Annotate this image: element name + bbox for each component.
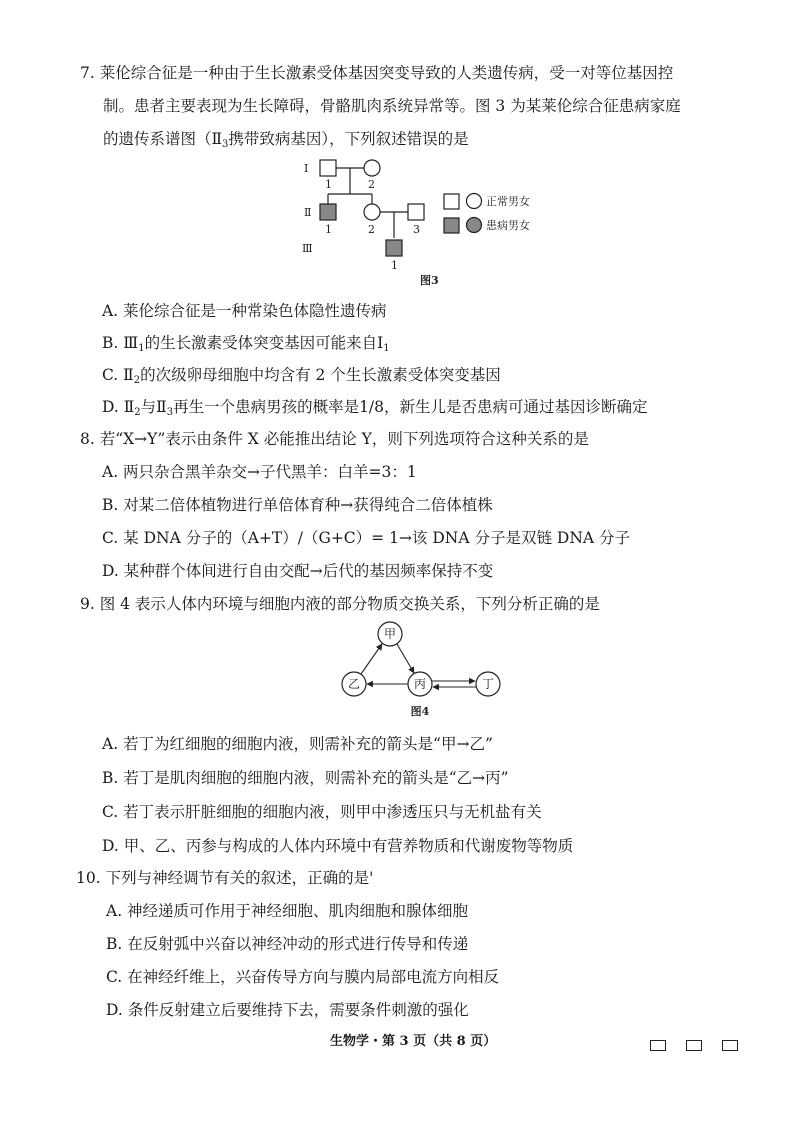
legend-affected-male-icon — [444, 218, 459, 233]
footer-box-1 — [650, 1040, 666, 1051]
II3-number: 3 — [413, 223, 420, 236]
q7-option-d-a: D. Ⅱ — [102, 398, 135, 416]
q10-option-c: C. 在神经纤维上，兴奋传导方向与膜内局部电流方向相反 — [106, 968, 500, 986]
pedigree-II3-male-normal — [408, 204, 424, 220]
q8-stem: 8. 若“X→Y”表示由条件 X 必能推出结论 Y，则下列选项符合这种关系的是 — [80, 430, 589, 448]
q7-option-b-sub1: 1 — [138, 343, 145, 354]
arrow-jia-to-bing — [397, 644, 414, 673]
pedigree-II2-female-normal — [364, 204, 380, 220]
q9-option-b: B. 若丁是肌肉细胞的细胞内液，则需补充的箭头是“乙→丙” — [102, 769, 509, 787]
legend-normal-male-icon — [444, 194, 459, 209]
q7-option-d-sub1: 2 — [134, 407, 141, 418]
pedigree-I1-male-normal — [320, 160, 336, 176]
q9-option-a: A. 若丁为红细胞的细胞内液，则需补充的箭头是“甲→乙” — [102, 735, 493, 753]
page-footer: 生物学・第 3 页（共 8 页） — [330, 1034, 497, 1049]
legend-normal-label: 正常男女 — [486, 195, 530, 208]
node-jia-label: 甲 — [383, 627, 397, 641]
q7-stem-line3-sub: 3 — [222, 139, 229, 150]
q7-option-b-a: B. Ⅲ — [102, 334, 139, 352]
gen-I-label: Ⅰ — [304, 162, 309, 175]
q7-option-b — [102, 332, 390, 360]
footer-box-2 — [686, 1040, 702, 1051]
node-yi-label: 乙 — [347, 677, 361, 691]
q7-option-a: A. 莱伦综合征是一种常染色体隐性遗传病 — [102, 302, 387, 320]
pedigree-figure — [300, 152, 600, 288]
q7-stem-line3-a: 的遗传系谱图（Ⅱ — [103, 130, 223, 148]
q10-option-b: B. 在反射弧中兴奋以神经冲动的形式进行传导和传递 — [106, 935, 469, 953]
q9-option-c: C. 若丁表示肝脏细胞的细胞内液，则甲中渗透压只与无机盐有关 — [102, 803, 542, 821]
q7-option-d-c: 再生一个患病男孩的概率是1/8，新生儿是否患病可通过基因诊断确定 — [173, 398, 648, 416]
q10-option-d: D. 条件反射建立后要维持下去，需要条件刺激的强化 — [106, 1001, 469, 1019]
q7-option-d-sub2: 3 — [166, 407, 174, 418]
body-fluid-diagram — [330, 618, 520, 722]
gen-II-label: Ⅱ — [304, 206, 312, 219]
pedigree-II1-male-affected — [320, 204, 336, 220]
q7-option-b-b: 的生长激素受体突变基因可能来自Ⅰ — [144, 334, 384, 352]
q8-option-d: D. 某种群个体间进行自由交配→后代的基因频率保持不变 — [102, 562, 494, 580]
figure4-caption: 图4 — [410, 705, 430, 718]
q10-stem: 10. 下列与神经调节有关的叙述，正确的是' — [76, 869, 374, 887]
q8-option-c: C. 某 DNA 分子的（A+T）/（G+C）= 1→该 DNA 分子是双链 DNA 分子 — [102, 529, 631, 547]
q8-option-b: B. 对某二倍体植物进行单倍体育种→获得纯合二倍体植株 — [102, 496, 493, 514]
q7-stem-line2: 制。患者主要表现为生长障碍，骨骼肌肉系统异常等。图 3 为某莱伦综合征患病家庭 — [103, 97, 681, 115]
legend-affected-label: 患病男女 — [486, 219, 530, 232]
q9-stem: 9. 图 4 表示人体内环境与细胞内液的部分物质交换关系，下列分析正确的是 — [80, 595, 600, 613]
node-bing-label: 丙 — [413, 677, 427, 691]
I1-number: 1 — [325, 178, 332, 191]
gen-III-label: Ⅲ — [302, 242, 313, 255]
q7-option-c-b: 的次级卵母细胞中均含有 2 个生长激素受体突变基因 — [140, 366, 501, 384]
arrow-yi-to-jia — [361, 644, 382, 674]
footer-box-3 — [722, 1040, 738, 1051]
q7-option-d — [102, 396, 648, 424]
III1-number: 1 — [391, 259, 398, 272]
pedigree-I2-female-normal — [364, 160, 380, 176]
q7-option-c — [102, 364, 501, 392]
legend-normal-female-icon — [467, 194, 482, 209]
q7-option-c-a: C. Ⅱ — [102, 366, 134, 384]
q7-option-b-sub2: 1 — [383, 343, 390, 354]
footer-boxes — [650, 1036, 758, 1055]
q8-option-a: A. 两只杂合黑羊杂交→子代黑羊：白羊=3：1 — [102, 463, 417, 481]
II1-number: 1 — [325, 223, 332, 236]
node-ding-label: 丁 — [481, 677, 495, 691]
figure3-caption: 图3 — [420, 274, 439, 287]
q7-option-d-b: 与Ⅱ — [140, 398, 167, 416]
q7-stem-line3-b: 携带致病基因），下列叙述错误的是 — [228, 130, 469, 148]
legend-affected-female-icon — [467, 218, 482, 233]
pedigree-III1-male-affected — [386, 240, 402, 256]
q7-option-c-sub: 2 — [133, 375, 141, 386]
I2-number: 2 — [368, 178, 375, 191]
II2-number: 2 — [368, 223, 375, 236]
q9-option-d: D. 甲、乙、丙参与构成的人体内环境中有营养物质和代谢废物等物质 — [102, 837, 574, 855]
q7-stem-line1: 7. 莱伦综合征是一种由于生长激素受体基因突变导致的人类遗传病，受一对等位基因控 — [80, 64, 674, 82]
q10-option-a: A. 神经递质可作用于神经细胞、肌肉细胞和腺体细胞 — [106, 902, 469, 920]
